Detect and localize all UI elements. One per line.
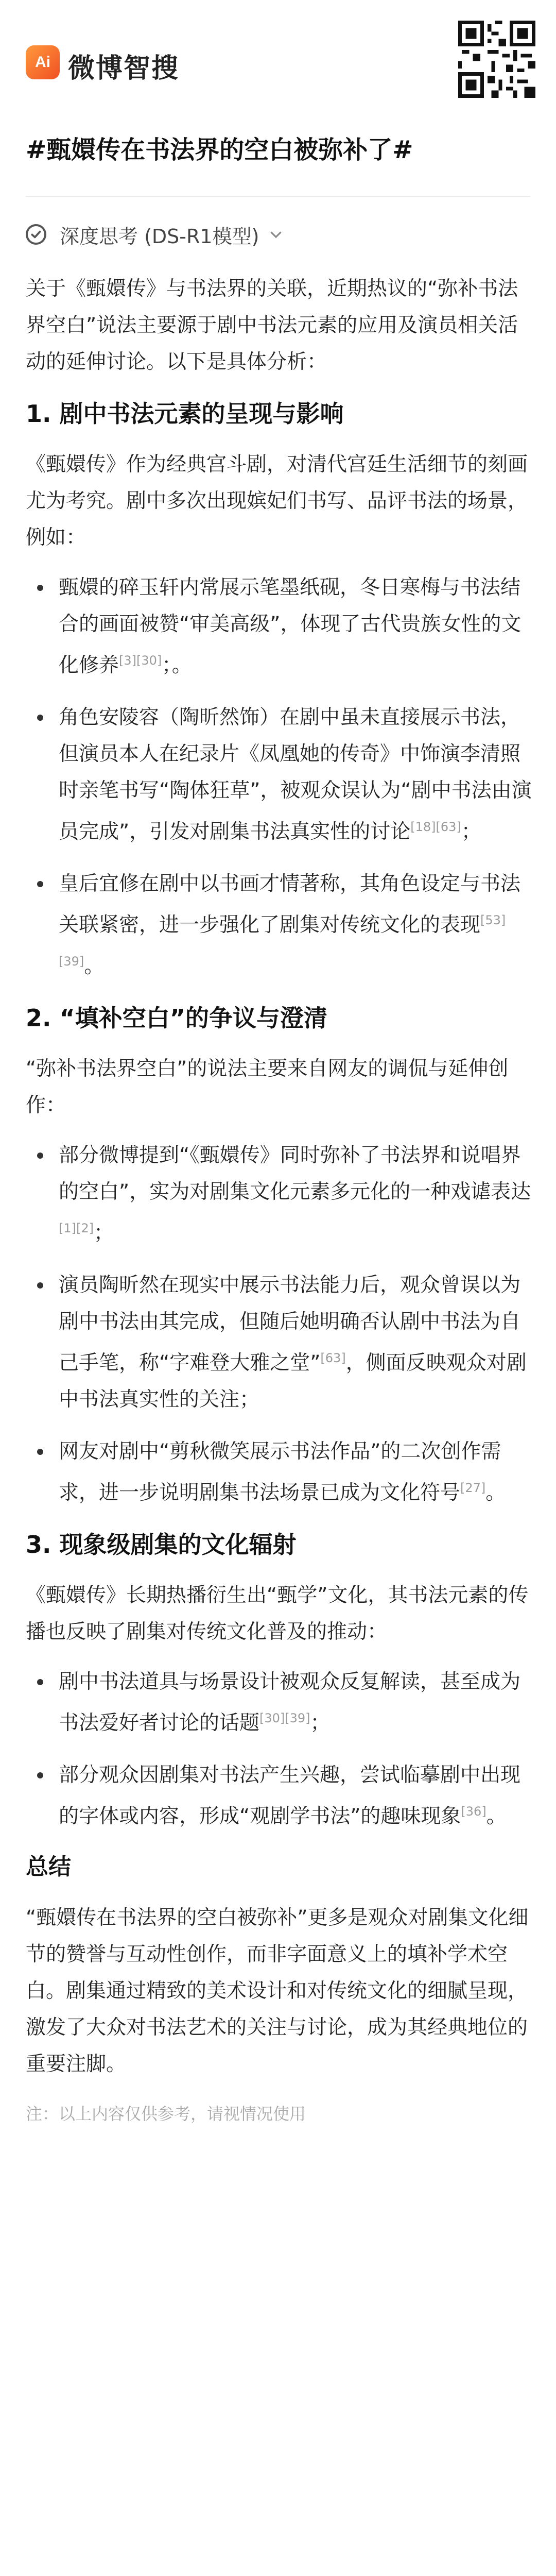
citation-link[interactable]: [3][30]: [119, 653, 162, 668]
intro-paragraph: 关于《甄嬛传》与书法界的关联，近期热议的“弥补书法界空白”说法主要源于剧中书法元素的应用及演员相关活动的延伸讨论。以下是具体分析：: [26, 277, 518, 374]
list-item: 部分观众因剧集对书法产生兴趣，尝试临摹剧中出现的字体或内容，形成“观剧学书法”的趣味现象[36]。: [26, 1757, 533, 1835]
section-paragraph: 《甄嬛传》作为经典宫斗剧，对清代宫廷生活细节的刻画尤为考究。剧中多次出现嫔妃们书写、品评书法的场景，例如：: [26, 453, 528, 549]
section-paragraph: 《甄嬛传》长期热播衍生出“甄学”文化，其书法元素的传播也反映了剧集对传统文化普及的推动：: [26, 1584, 529, 1643]
section-1: [26, 397, 533, 985]
title-divider: [26, 196, 530, 197]
check-circle-icon: [26, 224, 46, 245]
chevron-down-icon: [268, 227, 284, 242]
ai-logo: Ai: [26, 45, 60, 79]
header: [0, 0, 556, 118]
list-item: 剧中书法道具与场景设计被观众反复解读，甚至成为书法爱好者讨论的话题[30][39]；: [26, 1664, 533, 1741]
summary-section: [26, 1850, 533, 2082]
list-item: 演员陶昕然在现实中展示书法能力后，观众曾误以为剧中书法由其完成，但随后她明确否认剧中书法为自己手笔，称“字难登大雅之堂”[63]，侧面反映观众对剧中书法真实性的关注；: [26, 1267, 533, 1418]
answer-content: [26, 270, 533, 2125]
brand-name: 微博智搜: [68, 53, 180, 84]
deep-think-toggle[interactable]: [26, 219, 284, 250]
list-item: 皇后宜修在剧中以书画才情著称，其角色设定与书法关联紧密，进一步强化了剧集对传统文化的表现[53][39]。: [26, 866, 533, 985]
disclaimer-note: 注：以上内容仅供参考，请视情况使用: [26, 2104, 306, 2124]
list-item: 网友对剧中“剪秋微笑展示书法作品”的二次创作需求，进一步说明剧集书法场景已成为文化符号[27]。: [26, 1433, 533, 1511]
citation-link[interactable]: [30][39]: [259, 1711, 310, 1725]
citation-link[interactable]: [53][39]: [59, 913, 506, 969]
section-3: [26, 1528, 533, 1835]
page-title: #甄嬛传在书法界的空白被弥补了#: [26, 135, 413, 164]
list-item: 甄嬛的碎玉轩内常展示笔墨纸砚，冬日寒梅与书法结合的画面被赞“审美高级”，体现了古代贵族女性的文化修养[3][30]；。: [26, 569, 533, 684]
section-2: [26, 1001, 533, 1511]
section-heading: 3. 现象级剧集的文化辐射: [26, 1531, 297, 1558]
citation-link[interactable]: [27]: [460, 1481, 486, 1495]
summary-paragraph: “甄嬛传在书法界的空白被弥补”更多是观众对剧集文化细节的赞誉与互动性创作，而非字面意义上的填补学术空白。剧集通过精致的美术设计和对传统文化的细腻呈现，激发了大众对书法艺术的关注与讨论，成为其经典地位的重要注脚。: [26, 1906, 529, 2076]
deep-think-label: 深度思考 (DS-R1模型): [60, 225, 259, 248]
qr-code-icon[interactable]: [458, 21, 535, 98]
citation-link[interactable]: [63]: [320, 1351, 346, 1365]
citation-link[interactable]: [1][2]: [59, 1221, 94, 1235]
citation-link[interactable]: [18][63]: [410, 820, 461, 834]
list-item: 部分微博提到“《甄嬛传》同时弥补了书法界和说唱界的空白”，实为对剧集文化元素多元化的一种戏谑表达[1][2]；: [26, 1137, 533, 1251]
section-heading: 1. 剧中书法元素的呈现与影响: [26, 400, 344, 428]
list-item: 角色安陵容（陶昕然饰）在剧中虽未直接展示书法，但演员本人在纪录片《凤凰她的传奇》中饰演李清照时亲笔书写“陶体狂草”，被观众误认为“剧中书法由演员完成”，引发对剧集书法真实性的讨论[18][63]；: [26, 699, 533, 850]
section-heading: 2. “填补空白”的争议与澄清: [26, 1004, 327, 1032]
summary-heading: 总结: [26, 1854, 71, 1880]
citation-link[interactable]: [36]: [461, 1804, 486, 1819]
section-paragraph: “弥补书法界空白”的说法主要来自网友的调侃与延伸创作：: [26, 1057, 509, 1117]
